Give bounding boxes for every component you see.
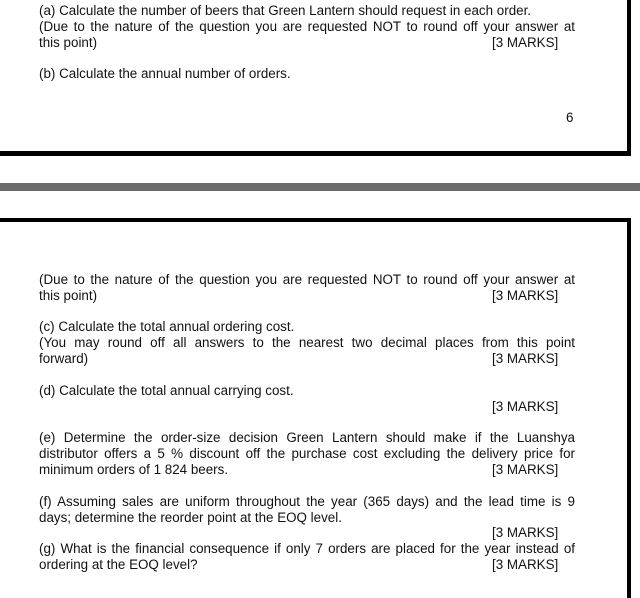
note-marks: [3 MARKS] [492,288,559,303]
part-e-marks: [3 MARKS] [492,462,559,477]
part-c-note-line1: (You may round off all answers to the nearest two decimal places from this point [39,335,575,350]
part-g-line1: (g) What is the financial consequence if only 7 orders are placed for the year instead of [39,541,575,556]
part-c-question: (c) Calculate the total annual ordering cost. [39,319,295,334]
part-e-line2: distributor offers a 5 % discount off the purchase cost excluding the delivery price for [39,446,575,461]
part-c-marks: [3 MARKS] [492,351,559,366]
part-f-marks: [3 MARKS] [492,525,559,540]
note-line1: (Due to the nature of the question you are requested NOT to round off your answer at [39,272,575,287]
part-a-note-line1: (Due to the nature of the question you are requested NOT to round off your answer at [39,19,575,34]
part-f-line1: (f) Assuming sales are uniform throughout the year (365 days) and the lead time is 9 [39,494,575,509]
page-separator-bar [0,183,640,191]
part-a-marks: [3 MARKS] [492,35,559,50]
part-b-question: (b) Calculate the annual number of orders. [39,66,291,81]
part-f-line2: days; determine the reorder point at the EOQ level. [39,510,342,525]
part-e-line1: (e) Determine the order-size decision Green Lantern should make if the Luanshya [39,430,575,445]
part-g-marks: [3 MARKS] [492,557,559,572]
part-e-line3: minimum orders of 1 824 beers. [39,462,229,477]
page-number: 6 [566,110,574,125]
part-d-question: (d) Calculate the total annual carrying cost. [39,383,294,398]
part-c-note-line2: forward) [39,351,89,366]
part-a-note-line2: this point) [39,35,98,50]
page-gap-side [631,0,640,183]
part-g-line2: ordering at the EOQ level? [39,557,198,572]
part-a-question: (a) Calculate the number of beers that Green Lantern should request in each order. [39,3,532,18]
part-d-marks: [3 MARKS] [492,399,559,414]
note-line2: this point) [39,288,98,303]
